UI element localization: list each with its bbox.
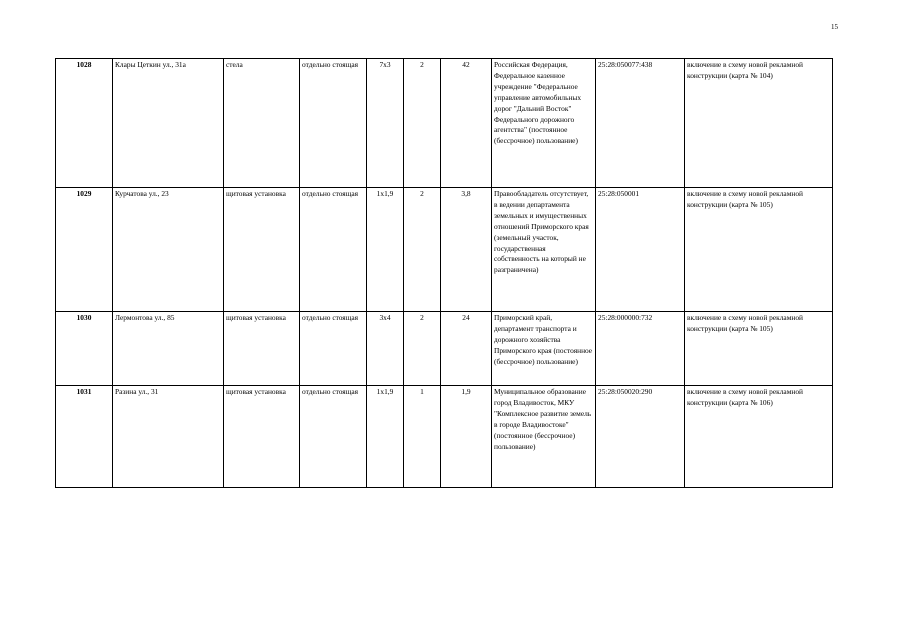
sides-cell: 2 [404, 312, 441, 386]
structure-type-cell: щитовая установка [224, 188, 300, 312]
row-number-cell: 1031 [56, 386, 113, 488]
area-cell: 42 [441, 59, 492, 188]
cadastre-cell: 25:28:050077:438 [596, 59, 685, 188]
address-cell: Клары Цеткин ул., 31а [113, 59, 224, 188]
area-cell: 1,9 [441, 386, 492, 488]
owner-cell: Муниципальное образование город Владивосток, МКУ "Комплексное развитие земель в городе Владивостоке" (постоянное (бессрочное) пользование) [492, 386, 596, 488]
row-number-cell: 1028 [56, 59, 113, 188]
size-cell: 7x3 [367, 59, 404, 188]
area-cell: 3,8 [441, 188, 492, 312]
sides-cell: 1 [404, 386, 441, 488]
area-cell: 24 [441, 312, 492, 386]
cadastre-cell: 25:28:000000:732 [596, 312, 685, 386]
owner-cell: Российская Федерация, Федеральное казенное учреждение "Федеральное управление автомобильных дорог "Дальний Восток" Федерального дорожного агентства" (постоянное (бессрочное) пользование) [492, 59, 596, 188]
structure-type-cell: щитовая установка [224, 312, 300, 386]
note-cell: включение в схему новой рекламной конструкции (карта № 104) [685, 59, 833, 188]
row-number-cell: 1030 [56, 312, 113, 386]
size-cell: 1x1,9 [367, 386, 404, 488]
owner-cell: Приморский край, департамент транспорта и дорожного хозяйства Приморского края (постоянное (бессрочное) пользование) [492, 312, 596, 386]
table-row [56, 188, 833, 312]
address-cell: Лермонтова ул., 85 [113, 312, 224, 386]
placement-cell: отдельно стоящая [300, 188, 367, 312]
advertising-structures-table [55, 58, 833, 488]
note-cell: включение в схему новой рекламной конструкции (карта № 106) [685, 386, 833, 488]
address-cell: Курчатова ул., 23 [113, 188, 224, 312]
placement-cell: отдельно стоящая [300, 59, 367, 188]
row-number-cell: 1029 [56, 188, 113, 312]
note-cell: включение в схему новой рекламной конструкции (карта № 105) [685, 188, 833, 312]
placement-cell: отдельно стоящая [300, 386, 367, 488]
address-cell: Разина ул., 31 [113, 386, 224, 488]
size-cell: 3x4 [367, 312, 404, 386]
page-number: 15 [831, 23, 838, 31]
table-row [56, 386, 833, 488]
cadastre-cell: 25:28:050001 [596, 188, 685, 312]
note-cell: включение в схему новой рекламной конструкции (карта № 105) [685, 312, 833, 386]
size-cell: 1x1,9 [367, 188, 404, 312]
placement-cell: отдельно стоящая [300, 312, 367, 386]
owner-cell: Правообладатель отсутствует, в ведении департамента земельных и имущественных отношений Приморского края (земельный участок, государственная собственность на который не разграничена) [492, 188, 596, 312]
sides-cell: 2 [404, 59, 441, 188]
table-row [56, 59, 833, 188]
structure-type-cell: стела [224, 59, 300, 188]
sides-cell: 2 [404, 188, 441, 312]
cadastre-cell: 25:28:050020:290 [596, 386, 685, 488]
table-row [56, 312, 833, 386]
structure-type-cell: щитовая установка [224, 386, 300, 488]
